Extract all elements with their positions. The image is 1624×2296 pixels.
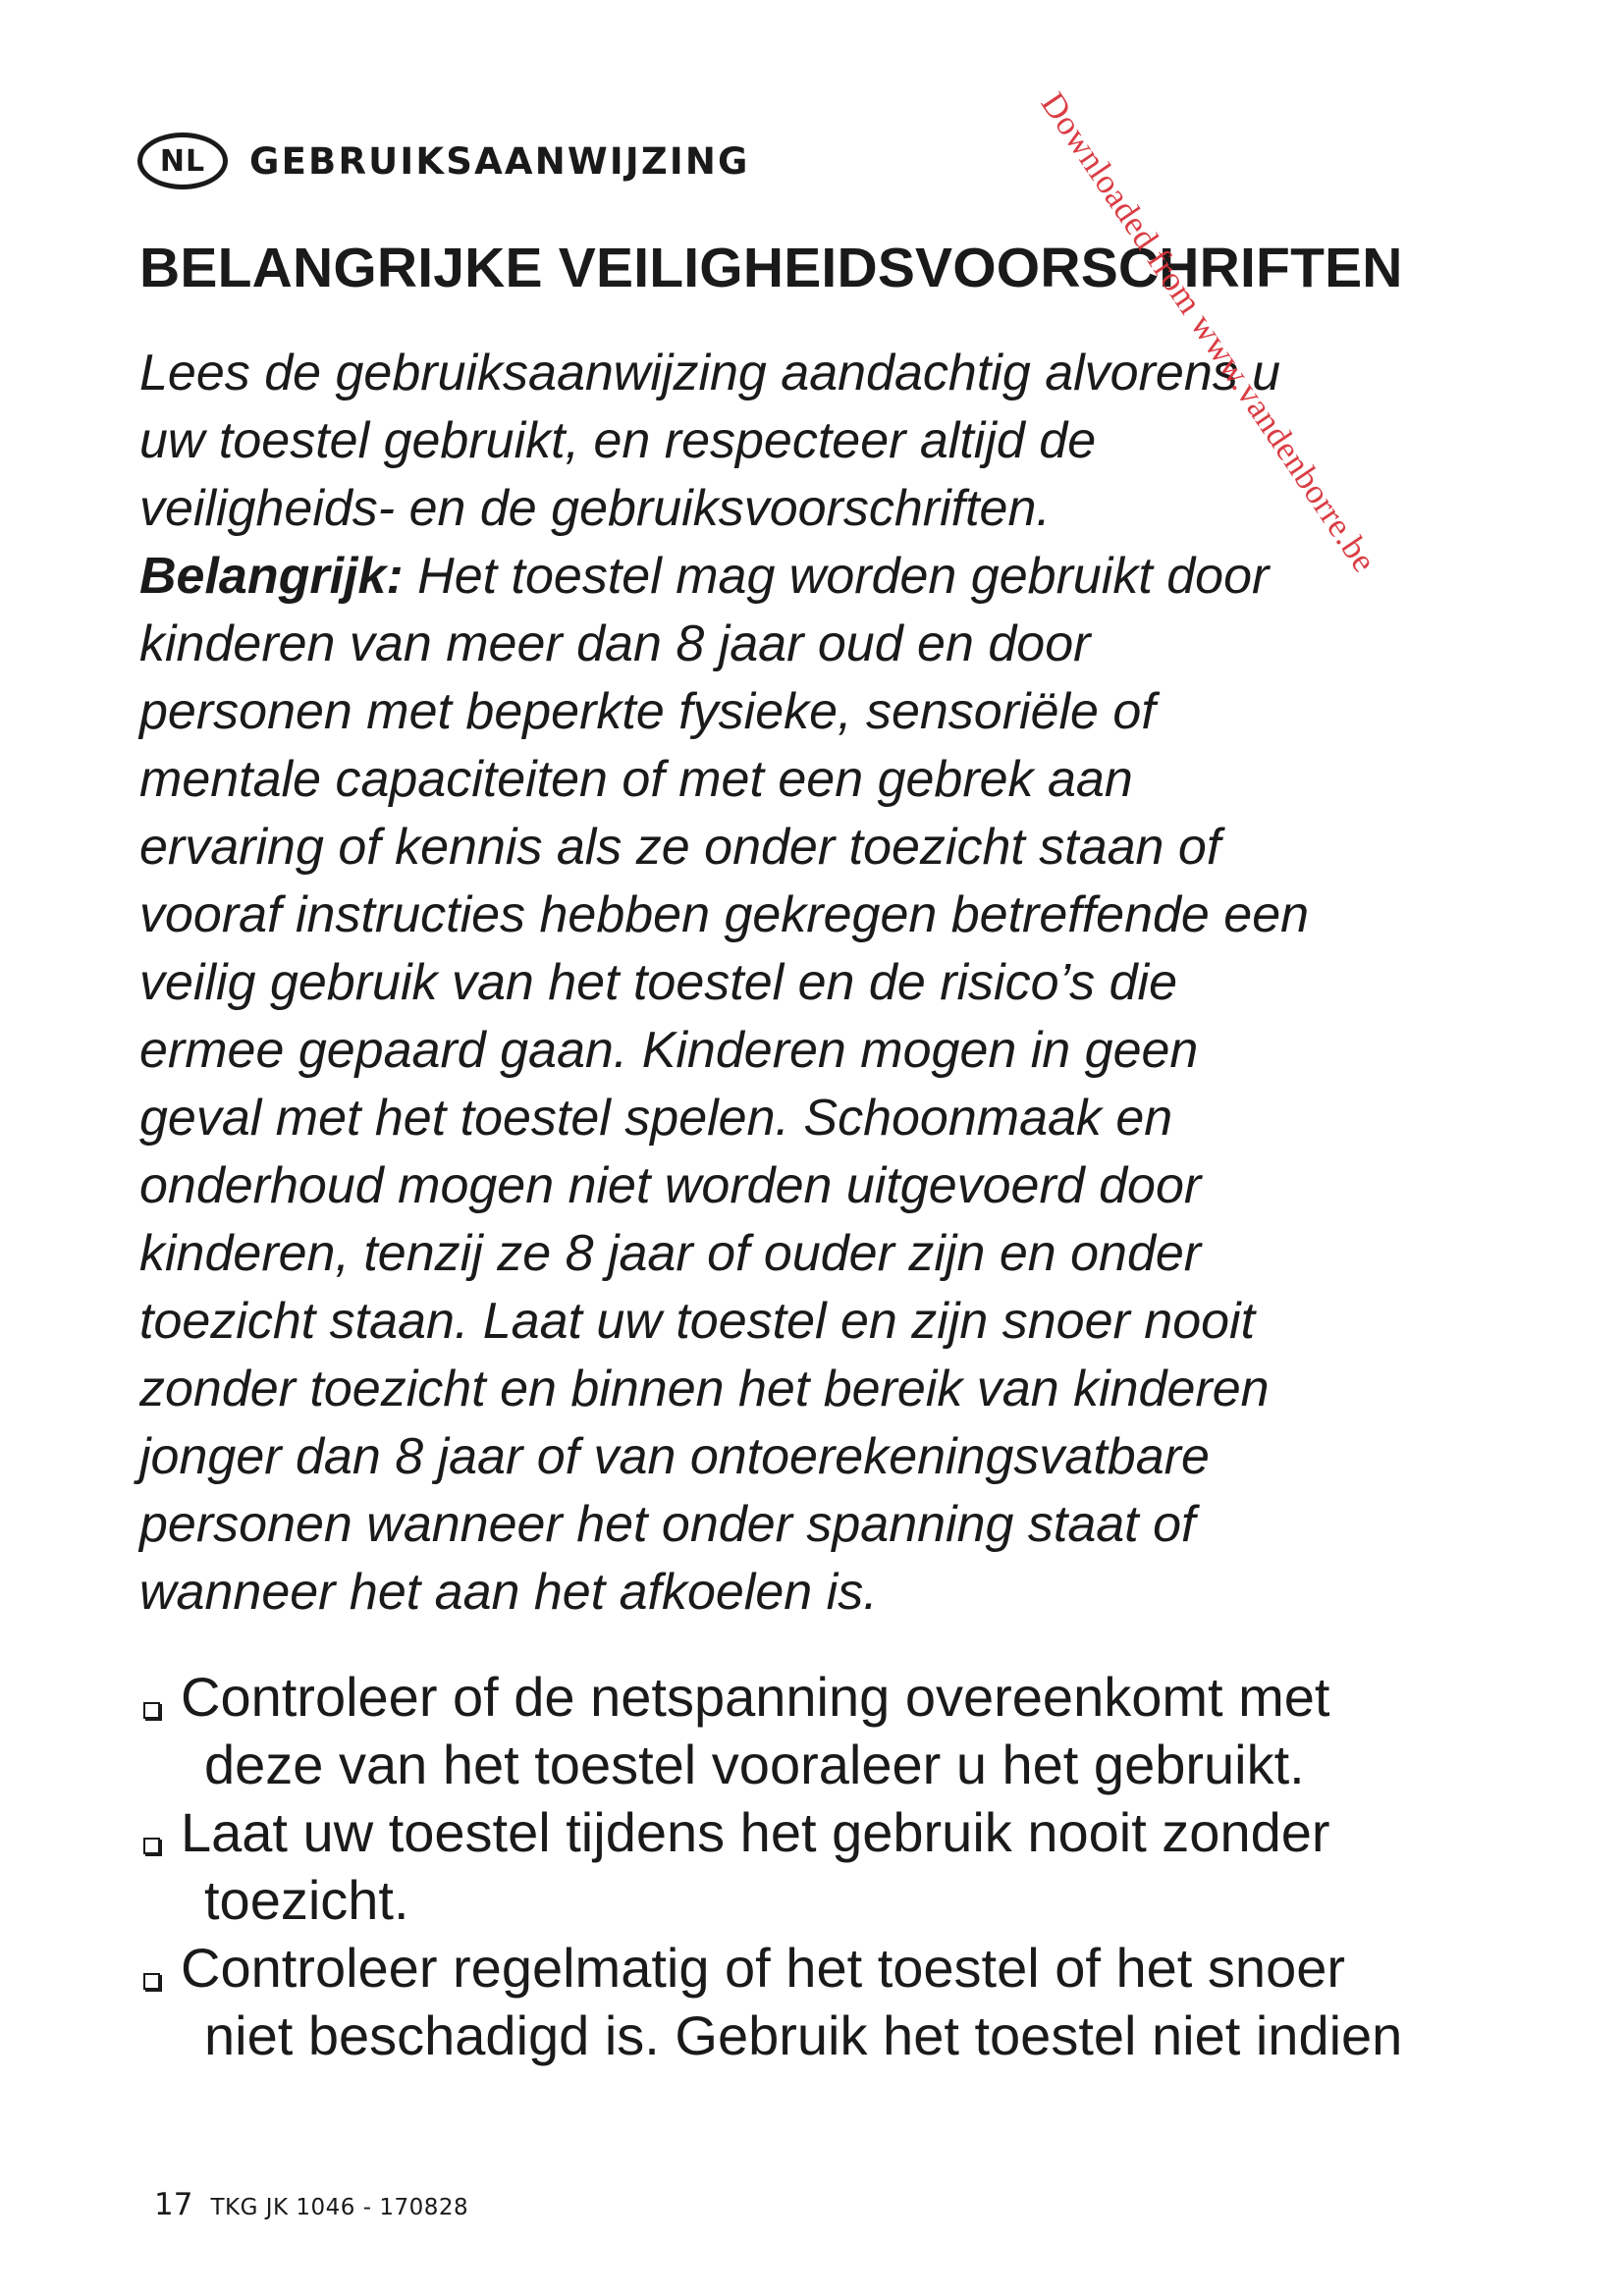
intro-line: uw toestel gebruikt, en respecteer altijd de (139, 412, 1097, 469)
list-item-line: Controleer regelmatig of het toestel of het snoer (181, 1937, 1346, 1999)
intro-paragraph (139, 340, 1280, 543)
important-line: personen wanneer het onder spanning staat of (139, 1496, 1196, 1553)
important-first-line (139, 543, 1309, 611)
important-lead: Belangrijk: (139, 548, 404, 605)
section-title: GEBRUIKSAANWIJZING (249, 139, 750, 183)
important-line: veilig gebruik van het toestel en de risico’s die (139, 954, 1177, 1011)
important-line: jonger dan 8 jaar of van ontoerekeningsvatbare (139, 1428, 1210, 1485)
important-line: zonder toezicht en binnen het bereik van kinderen (139, 1361, 1270, 1417)
checkbox-bullet-icon (143, 1838, 160, 1854)
page-title: BELANGRIJKE VEILIGHEIDSVOORSCHRIFTEN (139, 237, 1403, 299)
language-badge (137, 133, 228, 189)
important-line: toezicht staan. Laat uw toestel en zijn snoer nooit (139, 1293, 1256, 1350)
important-line: geval met het toestel spelen. Schoonmaak en (139, 1090, 1173, 1147)
important-line: vooraf instructies hebben gekregen betreffende een (139, 886, 1310, 943)
safety-bullet-list (139, 1663, 1402, 2069)
important-line: mentale capaciteiten of met een gebrek aan (139, 751, 1133, 808)
list-item-line: niet beschadigd is. Gebruik het toestel niet indien (204, 2004, 1403, 2066)
important-line: personen met beperkte fysieke, sensoriële of (139, 683, 1156, 740)
list-item (139, 1934, 1402, 2069)
important-line: ermee gepaard gaan. Kinderen mogen in geen (139, 1022, 1199, 1079)
important-line: onderhoud mogen niet worden uitgevoerd door (139, 1157, 1202, 1214)
page-number: 17 (154, 2187, 193, 2222)
list-item (139, 1798, 1402, 1934)
list-item-line: Controleer of de netspanning overeenkomt met (181, 1666, 1330, 1728)
list-item (139, 1663, 1402, 1798)
important-line: kinderen van meer dan 8 jaar oud en door (139, 615, 1091, 672)
language-code: NL (159, 143, 206, 179)
important-line: kinderen, tenzij ze 8 jaar of ouder zijn en onder (139, 1225, 1202, 1282)
checkbox-bullet-icon (143, 1702, 160, 1719)
checkbox-bullet-icon (143, 1973, 160, 1990)
important-line: wanneer het aan het afkoelen is. (139, 1564, 878, 1621)
page-footer (154, 2187, 468, 2222)
download-watermark: Downloaded from www.vandenborre.be (1033, 85, 1384, 579)
important-line: ervaring of kennis als ze onder toezicht staan of (139, 819, 1221, 876)
list-item-line: Laat uw toestel tijdens het gebruik nooit zonder (181, 1801, 1330, 1863)
intro-line: veiligheids- en de gebruiksvoorschriften. (139, 480, 1051, 537)
model-code: TKG JK 1046 - 170828 (210, 2195, 469, 2220)
intro-line: Lees de gebruiksaanwijzing aandachtig alvorens u (139, 345, 1281, 401)
important-paragraph (139, 543, 1309, 1627)
important-first-line-text: Het toestel mag worden gebruikt door (403, 548, 1270, 605)
list-item-line: toezicht. (204, 1869, 409, 1931)
page-header (137, 133, 750, 189)
list-item-line: deze van het toestel vooraleer u het gebruikt. (204, 1734, 1305, 1795)
